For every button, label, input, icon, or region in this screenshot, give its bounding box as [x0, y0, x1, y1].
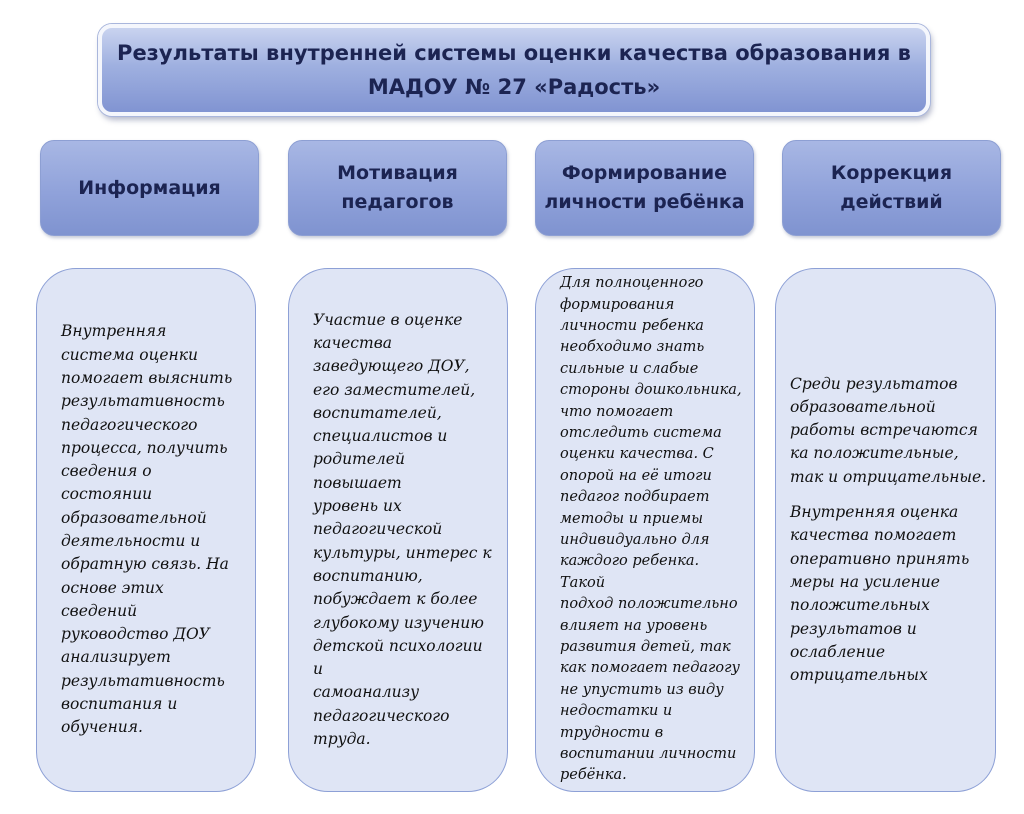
header-teacher-motivation-line-2: педагогов — [341, 191, 454, 213]
body-teacher-motivation — [288, 268, 508, 792]
body-action-correction-text-2: Внутренняя оценка качества помогает оперативно принять меры на усиление положительных результатов и ослабление отрицательных — [790, 503, 970, 685]
header-personality-formation-line-2: личности ребёнка — [544, 191, 745, 213]
header-personality-formation-line-1: Формирование — [561, 162, 728, 184]
header-action-correction-line-2: действий — [840, 191, 943, 213]
title-line-1: Результаты внутренней системы оценки качества образования в — [117, 41, 911, 65]
header-action-correction — [782, 140, 1001, 236]
body-personality-formation-text: Для полноценного формирования личности ребенка необходимо знать сильные и слабые стороны дошкольника, что помогает отследить система оценки качества. С опорой на её итоги педагог подбирает методы и приемы индивидуально для каждого ребенка. Такой подход положительно влияет на уровень развития детей, так как помогает педагогу не упустить из виду недостатки и трудности в воспитании личности ребёнка. — [560, 275, 742, 784]
header-action-correction-line-1: Коррекция — [830, 162, 953, 184]
header-teacher-motivation-line-1: Мотивация — [337, 162, 458, 184]
body-information — [36, 268, 256, 792]
body-action-correction-text-1: Среди результатов образовательной работы встречаются ка положительные, так и отрицательные. — [790, 374, 987, 486]
body-action-correction — [775, 268, 996, 792]
header-information — [40, 140, 259, 236]
body-information-text: Внутренняя система оценки помогает выяснить результативность педагогического процесса, получить сведения о состоянии образовательной деятельности и обратную связь. На основе этих сведений руководство ДОУ анализирует результативность воспитания и обучения. — [61, 322, 233, 737]
body-teacher-motivation-text: Участие в оценке качества заведующего ДОУ, его заместителей, воспитателей, специалистов и родителей повышает уровень их педагогической культуры, интерес к воспитанию, побуждает к более глубокому изучению детской психологии и самоанализу педагогического труда. — [313, 310, 492, 749]
title-line-2: МАДОУ № 27 «Радость» — [367, 75, 661, 99]
header-teacher-motivation — [288, 140, 507, 236]
body-personality-formation — [535, 268, 755, 792]
header-personality-formation — [535, 140, 754, 236]
title-banner — [98, 24, 930, 116]
header-information-label: Информация — [78, 176, 221, 199]
